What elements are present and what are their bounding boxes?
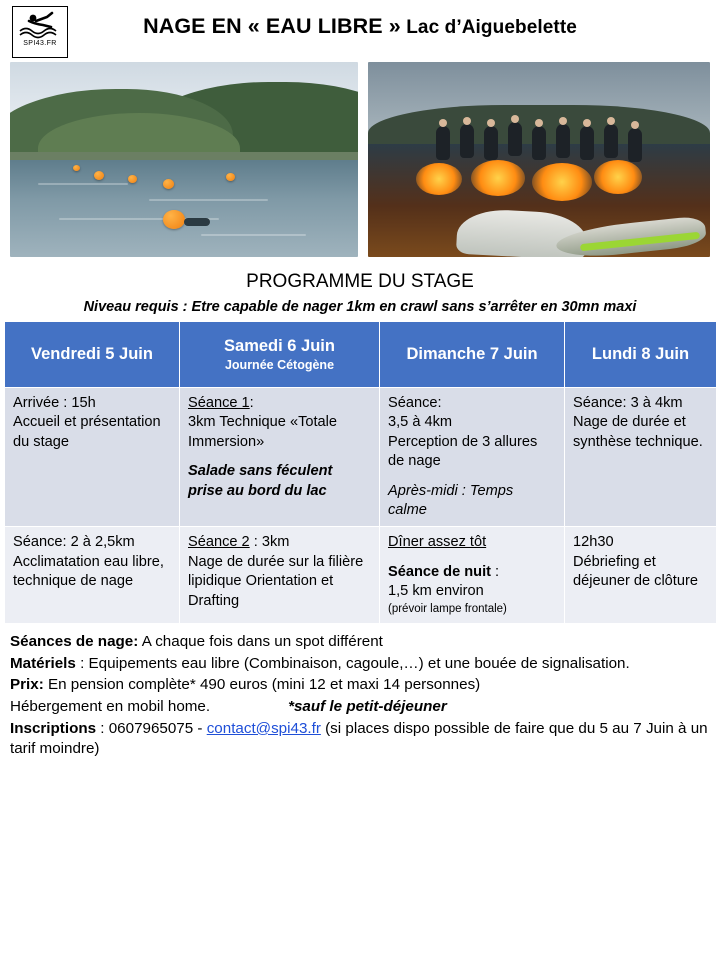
photo-night-group [368,62,710,257]
note-hebergement [10,697,710,717]
cell-line: Séance: 3 à 4km [573,395,683,411]
photo-row [0,62,720,262]
table-header-row [5,322,717,388]
table-row [5,527,717,624]
cell-line: Nage de durée sur la filière lipidique Orientation et Drafting [188,553,364,609]
note-inscriptions-label: Inscriptions [10,719,97,737]
contact-email-link[interactable]: contact@spi43.fr [206,719,321,737]
cell-lundi-cloture [565,527,717,624]
note-seances-label: Séances de nage: [10,632,139,650]
logo-text: SPI43.FR [23,40,57,47]
column-day-label: Dimanche 7 Juin [406,345,538,363]
cell-samedi-seance1 [180,388,380,527]
column-day-sublabel: Journée Cétogène [224,358,335,372]
note-materiels [10,654,710,674]
cell-line: Acclimatation eau libre, technique de nage [13,553,164,590]
cell-seance-nuit: Séance de nuit : [388,563,500,580]
note-hebergement-text: Hébergement en mobil home. [10,698,211,716]
column-header-dimanche [380,322,565,388]
cell-dimanche-seance [380,388,565,527]
note-seances-text: A chaque fois dans un spot différent [138,632,383,650]
cell-vendredi-matin [5,388,180,527]
cell-dimanche-nuit [380,527,565,624]
column-header-vendredi [5,322,180,388]
note-materiels-text: : Equipements eau libre (Combinaison, cagoule,…) et une bouée de signalisation. [75,654,630,672]
photo-lake-swimmers [10,62,358,257]
note-seances [10,632,710,652]
programme-title: PROGRAMME DU STAGE [246,271,474,292]
cell-line: Séance: [388,395,442,411]
cell-vendredi-soir [5,527,180,624]
note-materiels-label: Matériels [10,654,76,672]
column-day-label: Lundi 8 Juin [591,345,690,363]
cell-line: Arrivée : 15h [13,395,96,411]
cell-italic-note: Salade sans féculent prise au bord du lac [188,463,333,499]
cell-small-note: (prévoir lampe frontale) [388,602,507,615]
note-hebergement-star: *sauf le petit-déjeuner [288,698,447,716]
column-header-samedi [180,322,380,388]
note-prix-label: Prix: [10,676,44,694]
note-inscriptions-tail: (si places dispo possible de faire que du 5 au 7 Juin à un tarif moindre) [10,719,708,757]
table-row [5,388,717,527]
programme-subtitle: Niveau requis : Etre capable de nager 1km en crawl sans s’arrêter en 30mn maxi [83,299,637,315]
note-prix-text: En pension complète* 490 euros (mini 12 et maxi 14 personnes) [43,676,481,694]
note-inscriptions-text: : 0607965075 - [96,719,207,737]
cell-line: Nage de durée et synthèse technique. [573,414,703,450]
cell-line: 1,5 km environ [388,583,484,600]
cell-samedi-seance2 [180,527,380,624]
cell-line: Débriefing et déjeuner de clôture [573,553,698,590]
page-title-location: Lac d’Aiguebelette [400,17,577,38]
cell-seance-label: Séance 2 : 3km [188,534,290,551]
cell-line: Perception de 3 allures de nage [388,433,538,470]
note-prix [10,675,710,695]
cell-lundi-seance [565,388,717,527]
page-title-main: NAGE EN « EAU LIBRE » [143,14,401,38]
page-title [0,14,720,39]
cell-line: Accueil et présentation du stage [13,414,161,450]
column-day-label: Samedi 6 Juin [224,337,335,355]
column-header-lundi [565,322,717,388]
column-day-label: Vendredi 5 Juin [31,345,153,363]
cell-italic-note: Après-midi : Temps calme [388,482,514,519]
cell-line: 3,5 à 4km [388,414,453,431]
cell-line: Séance: 2 à 2,5km [13,534,135,551]
cell-seance-label: Séance 1: [188,395,254,411]
cell-heading: Dîner assez tôt [388,534,487,551]
cell-line: 3km Technique «Totale Immersion» [188,414,338,450]
header [0,0,720,62]
programme-table [4,321,717,624]
cell-line: 12h30 [573,534,614,551]
note-inscriptions [10,719,710,759]
footer-notes [10,632,710,759]
